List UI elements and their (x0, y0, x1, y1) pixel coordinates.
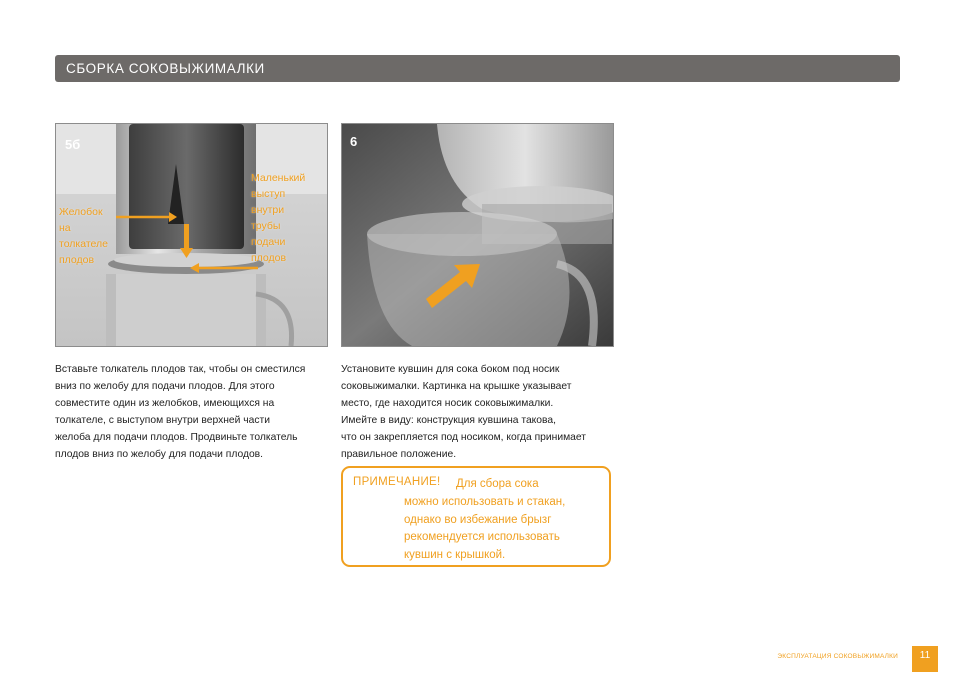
note-text: Для сбора сока можно использовать и стакан, однако во избежание брызг рекомендуется использовать кувшин с крышкой. (404, 478, 566, 562)
step-number: 5б (65, 137, 81, 152)
figure-6-photo (341, 123, 614, 347)
step-number: 6 (350, 134, 358, 149)
note-label: ПРИМЕЧАНИЕ! (353, 476, 441, 488)
section-title: СБОРКА СОКОВЫЖИМАЛКИ (66, 61, 265, 76)
instruction-text-6: Установите кувшин для сока боком под носик соковыжималки. Картинка на крышке указывает место, где находится носик соковыжималки. Имейте в виду: конструкция кувшина такова, что он закрепляется под носиком, когда принимает правильное положение. (341, 364, 587, 460)
instruction-text-5b: Вставьте толкатель плодов так, чтобы он сместился вниз по желобу для подачи плодов. Для этого совместите один из желобков, имеющихся на толкателе, с выступом внутри верхней части желоба для подачи плодов. Продвиньте толкатель плодов вниз по желобу для подачи плодов. (55, 364, 306, 460)
section-header-bar (55, 55, 900, 82)
arrow-down (184, 224, 189, 249)
callout-protrusion: Маленький выступ внутри трубы подачи плодов (251, 172, 306, 264)
callout-groove: Желобок на толкателе плодов (59, 206, 109, 266)
note-box (341, 466, 611, 567)
footer-section-label: ЭКСПЛУАТАЦИЯ СОКОВЫЖИМАЛКИ (777, 653, 898, 660)
page-number: 11 (912, 646, 938, 672)
juice-jug-illustration (342, 124, 613, 346)
figure-5b-photo (55, 123, 328, 347)
